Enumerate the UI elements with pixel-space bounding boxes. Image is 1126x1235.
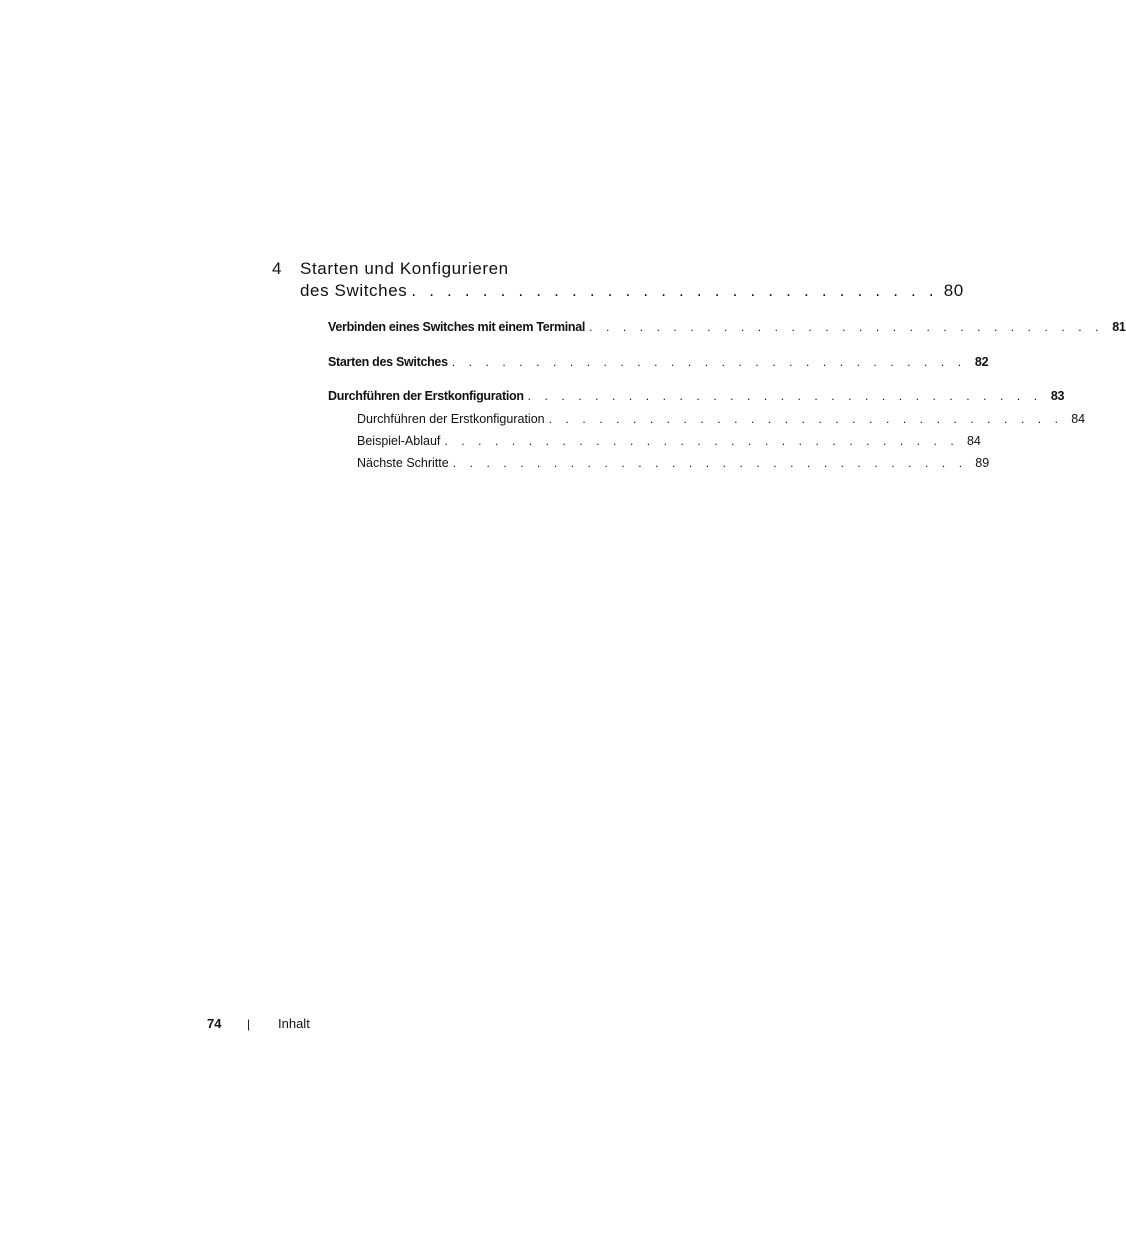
dot-leader: . . . . . . . . . . . . . . . . . . . . . . . . . . . . . . . bbox=[527, 389, 1043, 403]
dot-leader: . . . . . . . . . . . . . . . . . . . . . . . . . . . . . . . bbox=[452, 456, 968, 470]
toc-subentry-page: 89 bbox=[975, 456, 990, 470]
footer-page-number: 74 bbox=[207, 1016, 222, 1031]
toc-entry-title: Verbinden eines Switches mit einem Terminal bbox=[328, 320, 586, 334]
toc-subentry-page: 84 bbox=[1071, 412, 1086, 426]
dot-leader: . . . . . . . . . . . . . . . . . . . . . . . . . . . . . . . bbox=[548, 412, 1064, 426]
footer-section-label: Inhalt bbox=[278, 1016, 310, 1031]
dot-leader: . . . . . . . . . . . . . . . . . . . . . . . . . . . . . . . bbox=[451, 355, 967, 369]
footer-separator: | bbox=[247, 1017, 251, 1031]
dot-leader: . . . . . . . . . . . . . . . . . . . . . . . . . . . . . . . bbox=[589, 320, 1104, 334]
toc-subentry-title: Durchführen der Erstkonfiguration bbox=[357, 412, 545, 426]
chapter-number: 4 bbox=[272, 259, 283, 278]
toc-entry-page: 82 bbox=[974, 355, 989, 369]
chapter-title-line2: des Switches bbox=[300, 281, 408, 300]
toc-subentry[interactable] bbox=[357, 412, 1086, 426]
toc-entry-page: 83 bbox=[1050, 389, 1065, 403]
toc-entry-title: Starten des Switches bbox=[328, 355, 448, 369]
chapter-page-number: 80 bbox=[943, 281, 964, 300]
toc-subentry-title: Beispiel-Ablauf bbox=[357, 434, 441, 448]
toc-subentry[interactable] bbox=[357, 434, 981, 448]
chapter-title-row bbox=[300, 280, 964, 302]
chapter-title-line1: Starten und Konfigurieren bbox=[300, 259, 509, 278]
toc-chapter-4[interactable] bbox=[272, 258, 964, 302]
chapter-heading bbox=[272, 258, 664, 280]
toc-subentry[interactable] bbox=[357, 456, 990, 470]
toc-subentry-title: Nächste Schritte bbox=[357, 456, 449, 470]
toc-entry[interactable] bbox=[328, 389, 1065, 403]
toc-entry-page: 81 bbox=[1112, 320, 1126, 334]
toc-entry-title: Durchführen der Erstkonfiguration bbox=[328, 389, 524, 403]
toc-entry[interactable] bbox=[328, 320, 1126, 334]
dot-leader: . . . . . . . . . . . . . . . . . . . . . . . . . . . . . . . bbox=[444, 434, 959, 448]
dot-leader: . . . . . . . . . . . . . . . . . . . . . . . . . . . . . . bbox=[411, 281, 938, 300]
toc-entry[interactable] bbox=[328, 355, 989, 369]
toc-subentry-page: 84 bbox=[966, 434, 981, 448]
